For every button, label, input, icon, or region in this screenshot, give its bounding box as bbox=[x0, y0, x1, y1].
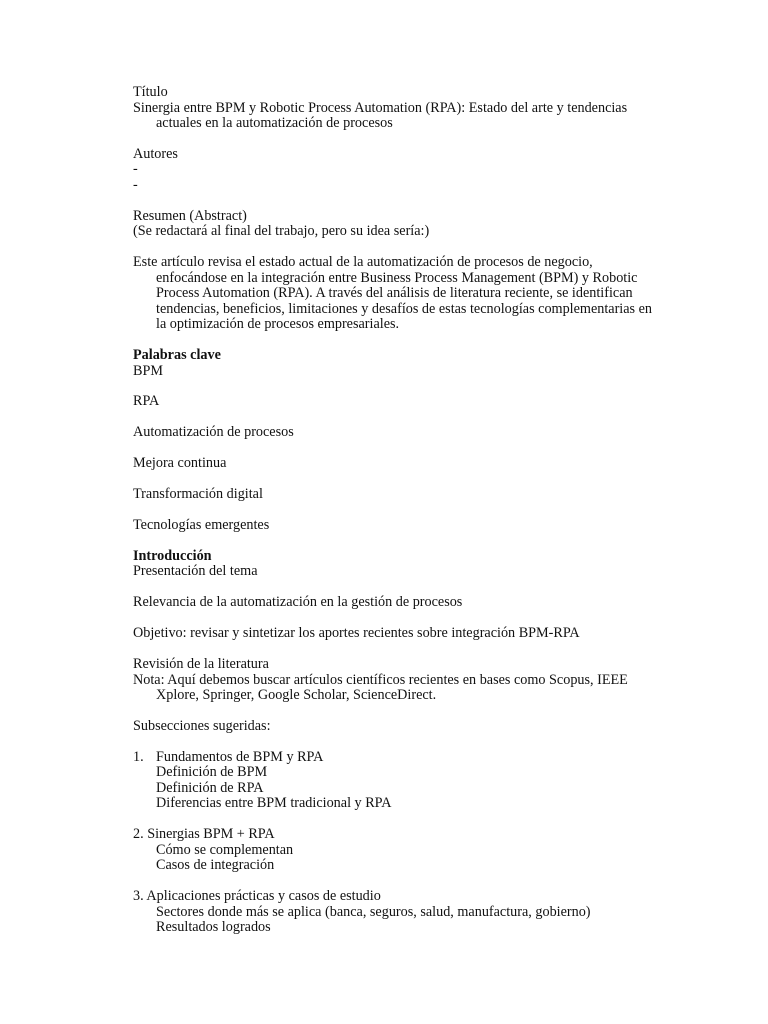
keyword-item: Mejora continua bbox=[133, 455, 227, 472]
review-note: Nota: Aquí debemos buscar artículos científicos recientes en bases como Scopus, IEEE Xplore, Springer, Google Scholar, ScienceDirect. bbox=[133, 671, 628, 704]
keywords-label: Palabras clave bbox=[133, 347, 221, 364]
subsection-number: 1. bbox=[133, 748, 144, 765]
subsection-item: Definición de BPM bbox=[156, 764, 268, 781]
subsection-number: 3. bbox=[133, 888, 144, 905]
subsection-heading bbox=[133, 827, 658, 843]
intro-label: Introducción bbox=[133, 547, 212, 564]
subsection-item: Cómo se complementan bbox=[156, 841, 294, 858]
subsection-number: 2. bbox=[133, 826, 144, 843]
abstract-label: Resumen (Abstract) bbox=[133, 207, 247, 224]
subsection-heading bbox=[133, 750, 658, 766]
keyword-item: BPM bbox=[133, 362, 163, 379]
document-page bbox=[133, 85, 658, 936]
subsection-title: Sinergias BPM + RPA bbox=[147, 826, 275, 843]
title-text: Sinergia entre BPM y Robotic Process Automation (RPA): Estado del arte y tendencias actuales en la automatización de procesos bbox=[133, 99, 628, 131]
subsection-item: Definición de RPA bbox=[156, 779, 264, 796]
keyword-item: Automatización de procesos bbox=[133, 424, 294, 441]
keyword-item: Tecnologías emergentes bbox=[133, 517, 270, 534]
subsection-item: Resultados logrados bbox=[156, 919, 271, 936]
subsection-heading bbox=[133, 889, 658, 905]
title-label: Título bbox=[133, 84, 168, 100]
intro-item: Relevancia de la automatización en la gestión de procesos bbox=[133, 594, 463, 611]
subsection-item: Diferencias entre BPM tradicional y RPA bbox=[156, 795, 392, 812]
keyword-item: Transformación digital bbox=[133, 486, 263, 503]
review-label: Revisión de la literatura bbox=[133, 656, 269, 673]
intro-item: Presentación del tema bbox=[133, 563, 258, 580]
keyword-item: RPA bbox=[133, 393, 160, 410]
subsection-title: Aplicaciones prácticas y casos de estudio bbox=[146, 888, 381, 905]
intro-item: Objetivo: revisar y sintetizar los aportes recientes sobre integración BPM-RPA bbox=[133, 625, 580, 642]
subsections-label: Subsecciones sugeridas: bbox=[133, 717, 271, 734]
subsection-title: Fundamentos de BPM y RPA bbox=[156, 748, 324, 765]
abstract-text: Este artículo revisa el estado actual de la automatización de procesos de negocio, enfocándose en la integración entre Business Process Management (BPM) y Robotic Process Automation (RPA). A través del análisis de literatura reciente, se identifican tendencias, beneficios, limitaciones y desafíos de estas tecnologías complementarias en la optimización de procesos empresariales. bbox=[133, 254, 653, 333]
authors-label: Autores bbox=[133, 145, 178, 162]
abstract-note: (Se redactará al final del trabajo, pero su idea sería:) bbox=[133, 223, 430, 240]
subsection-item: Sectores donde más se aplica (banca, seguros, salud, manufactura, gobierno) bbox=[156, 903, 591, 920]
subsection-item: Casos de integración bbox=[156, 857, 275, 874]
author-entry: - bbox=[133, 161, 138, 178]
author-entry: - bbox=[133, 176, 138, 193]
